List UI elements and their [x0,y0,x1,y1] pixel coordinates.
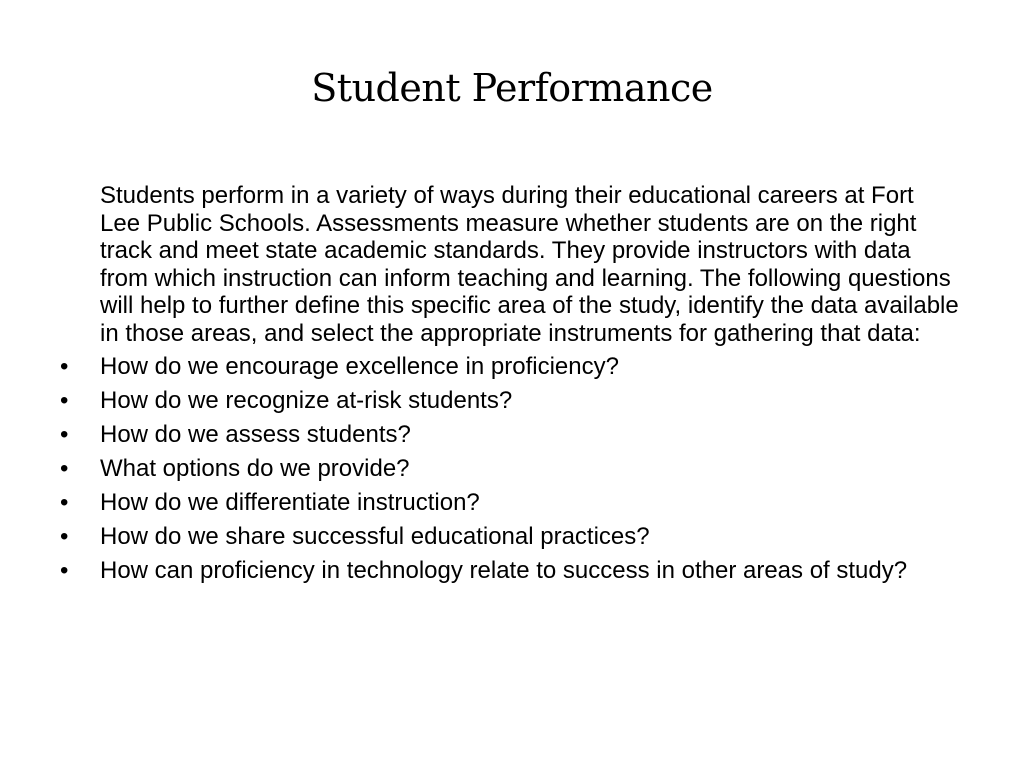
bullet-icon: • [60,455,69,482]
bullet-icon: • [60,489,69,516]
list-item-text: How do we differentiate instruction? [100,489,480,516]
list-item [60,557,960,585]
list-item-text: How do we recognize at-risk students? [100,387,513,414]
list-item [60,421,960,449]
slide-body [60,182,960,591]
list-item [60,523,960,551]
list-item-text: How do we encourage excellence in proficiency? [100,353,619,380]
list-item-text: How do we assess students? [100,421,411,448]
list-item-text: How can proficiency in technology relate to success in other areas of study? [100,557,908,584]
bullet-icon: • [60,523,69,550]
list-item [60,353,960,381]
bullet-icon: • [60,353,69,380]
question-list [60,353,960,585]
list-item-text: How do we share successful educational practices? [100,523,650,550]
list-item [60,455,960,483]
list-item [60,489,960,517]
slide-title: Student Performance [311,66,713,110]
intro-paragraph: Students perform in a variety of ways during their educational careers at Fort Lee Public Schools. Assessments measure whether students are on the right track and meet state academic standards. They provide instructors with data from which instruction can inform teaching and learning. The following questions will help to further define this specific area of the study, identify the data available in those areas, and select the appropriate instruments for gathering that data: [100,182,959,347]
list-item [60,387,960,415]
bullet-icon: • [60,557,69,584]
bullet-icon: • [60,387,69,414]
list-item-text: What options do we provide? [100,455,410,482]
bullet-icon: • [60,421,69,448]
